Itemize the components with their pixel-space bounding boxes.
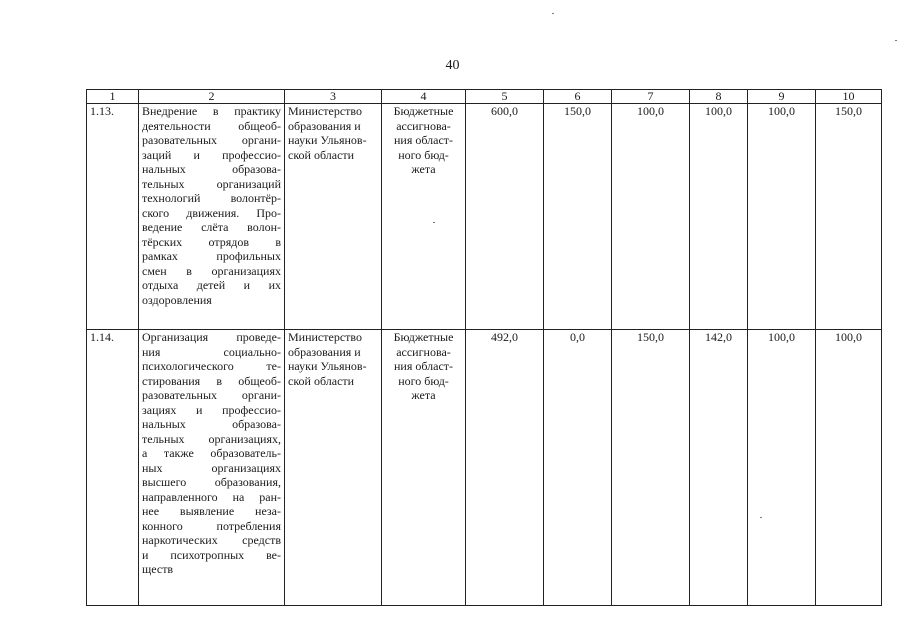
column-header: 8: [690, 90, 748, 104]
executor-line: науки Ульянов-: [288, 133, 367, 147]
executor-line: ской области: [288, 373, 355, 388]
column-header: 2: [139, 90, 285, 104]
measure-description-line: смен в организациях: [142, 263, 281, 278]
funding-amount: 100,0: [612, 104, 690, 330]
measure-description-line: разовательных органи-: [142, 388, 281, 402]
funding-source-line: Бюджетные: [393, 330, 454, 344]
column-header: 1: [87, 90, 139, 104]
funding-amount: 150,0: [612, 330, 690, 606]
measure-description-line: оздоровления: [142, 292, 212, 307]
measure-description-line: и психотропных ве-: [142, 547, 281, 562]
table-row: [87, 104, 882, 330]
measure-description-line: наркотических средств: [142, 533, 281, 547]
funding-source-line: жета: [411, 162, 436, 176]
executor-line: образования и: [288, 344, 361, 359]
funding-source: [382, 104, 466, 330]
table-row: [87, 330, 882, 606]
executor: [285, 104, 382, 330]
column-header: 4: [382, 90, 466, 104]
measure-description-line: направленного на ран-: [142, 489, 281, 504]
column-header: 10: [816, 90, 882, 104]
funding-amount: 142,0: [690, 330, 748, 606]
measure-description-line: ского движения. Про-: [142, 205, 281, 220]
item-number: 1.14.: [87, 330, 139, 606]
funding-amount: 0,0: [544, 330, 612, 606]
scan-speck: [760, 517, 762, 518]
funding-source-line: ассигнова-: [396, 344, 451, 359]
measure-description-line: разовательных органи-: [142, 133, 281, 147]
measure-description: [139, 330, 285, 606]
scan-speck: [433, 222, 435, 223]
measure-description-line: психологического те-: [142, 359, 281, 373]
funding-source-line: ния област-: [393, 359, 454, 373]
measure-description-line: рамках профильных: [142, 249, 281, 263]
executor-line: науки Ульянов-: [288, 359, 367, 373]
column-header: 6: [544, 90, 612, 104]
funding-amount: 100,0: [816, 330, 882, 606]
funding-source-line: ного бюд-: [398, 373, 449, 388]
scan-speck: [552, 13, 554, 14]
funding-source-line: жета: [411, 388, 436, 402]
measure-description-line: отдыха детей и их: [142, 278, 281, 292]
funding-amount: 100,0: [748, 330, 816, 606]
funding-source-line: Бюджетные: [393, 104, 454, 118]
measure-description-line: тельных организаций: [142, 176, 281, 191]
executor-line: ской области: [288, 147, 355, 162]
measure-description-line: ния социально-: [142, 344, 281, 359]
column-header: 9: [748, 90, 816, 104]
executor-line: образования и: [288, 118, 361, 133]
measure-description-line: технологий волонтёр-: [142, 191, 281, 205]
funding-source-line: ния област-: [393, 133, 454, 147]
measure-description-line: тёрских отрядов в: [142, 234, 281, 249]
funding-amount: 150,0: [816, 104, 882, 330]
funding-amount: 100,0: [690, 104, 748, 330]
measure-description-line: ществ: [142, 562, 174, 576]
funding-amount: 150,0: [544, 104, 612, 330]
column-header: 3: [285, 90, 382, 104]
column-header: 5: [466, 90, 544, 104]
measure-description-line: Внедрение в практику: [142, 104, 281, 118]
measure-description-line: ведение слёта волон-: [142, 220, 281, 234]
budget-table: [86, 89, 882, 606]
measure-description-line: стирования в общеоб-: [142, 373, 281, 388]
measure-description-line: заций и профессио-: [142, 147, 281, 162]
funding-amount: 600,0: [466, 104, 544, 330]
measure-description-line: нальных образова-: [142, 417, 281, 431]
item-number: 1.13.: [87, 104, 139, 330]
measure-description-line: высшего образования,: [142, 475, 281, 489]
funding-amount: 492,0: [466, 330, 544, 606]
funding-amount: 100,0: [748, 104, 816, 330]
table-header-row: [87, 90, 882, 104]
column-header: 7: [612, 90, 690, 104]
measure-description-line: Организация проведе-: [142, 330, 281, 344]
executor-line: Министерство: [288, 104, 362, 118]
funding-source: [382, 330, 466, 606]
measure-description-line: деятельности общеоб-: [142, 118, 281, 133]
scan-speck: [895, 40, 897, 41]
page-number: 40: [445, 58, 460, 73]
measure-description-line: конного потребления: [142, 518, 281, 533]
measure-description: [139, 104, 285, 330]
measure-description-line: нальных образова-: [142, 162, 281, 176]
executor: [285, 330, 382, 606]
measure-description-line: нее выявление неза-: [142, 504, 281, 518]
executor-line: Министерство: [288, 330, 362, 344]
funding-source-line: ного бюд-: [398, 147, 449, 162]
measure-description-line: а также образователь-: [142, 446, 281, 460]
measure-description-line: зациях и профессио-: [142, 402, 281, 417]
measure-description-line: тельных организациях,: [142, 431, 281, 446]
measure-description-line: ных организациях: [142, 460, 281, 475]
funding-source-line: ассигнова-: [396, 118, 451, 133]
